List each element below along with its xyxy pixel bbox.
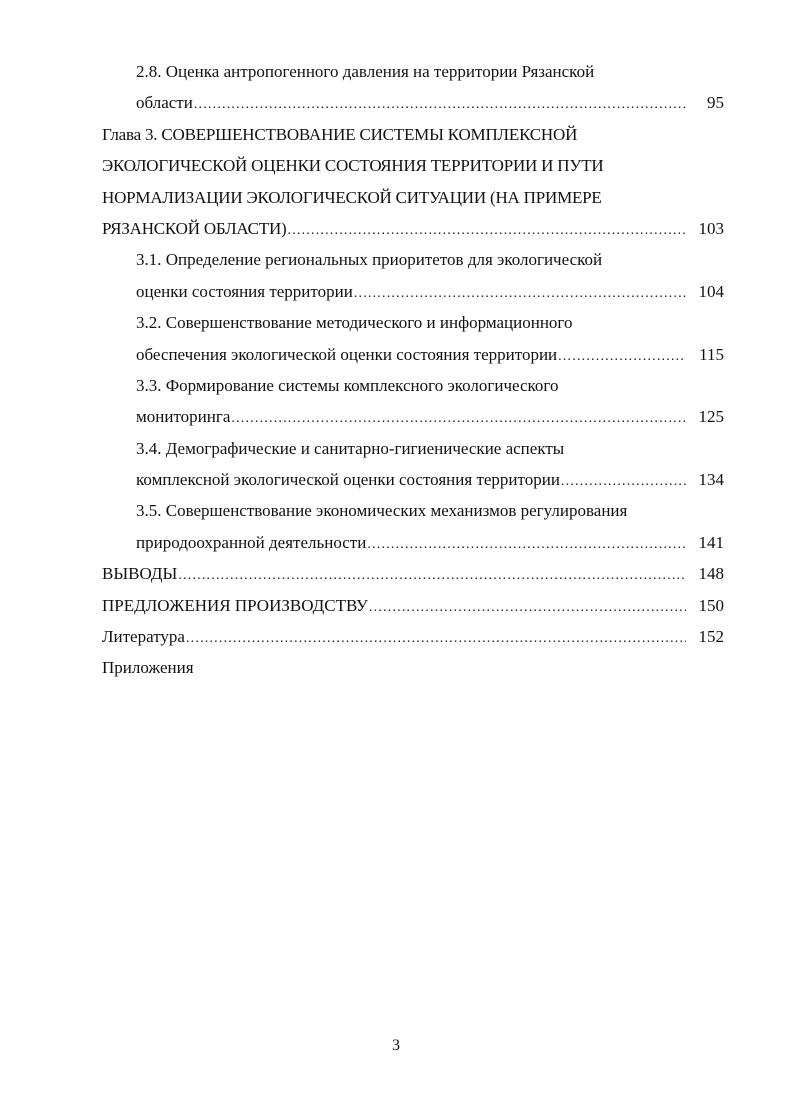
dot-leader (558, 341, 686, 372)
toc-entry-3-4-title-cont: комплексной экологической оценки состояния территории (136, 464, 561, 495)
toc-entry-3-3-line-2 (102, 401, 724, 432)
toc-entry-3-1-title: 3.1. Определение региональных приоритетов для экологической (136, 250, 603, 270)
page-number: 3 (392, 1037, 400, 1054)
toc-chapter-3-line-4 (102, 213, 724, 244)
toc-entry-3-2-title: 3.2. Совершенствование методического и информационного (136, 313, 573, 333)
toc-entry-2-8-title: 2.8. Оценка антропогенного давления на территории Рязанской (136, 62, 595, 81)
toc-entry-3-3-page: 125 (698, 407, 724, 427)
toc-chapter-3-title-cont-1: ЭКОЛОГИЧЕСКОЙ ОЦЕНКИ СОСТОЯНИЯ ТЕРРИТОРИИ И ПУТИ (102, 156, 604, 176)
toc-literature (102, 621, 724, 652)
dot-leader (369, 592, 686, 623)
toc-entry-3-4-page: 134 (698, 470, 724, 490)
toc-entry-2-8-page: 95 (707, 93, 724, 113)
toc-entry-3-4-line-2 (102, 464, 724, 495)
toc-entry-3-2-page: 115 (699, 344, 724, 364)
toc-entry-3-1-title-cont: оценки состояния территории (136, 276, 354, 307)
toc-chapter-3-title: Глава 3. СОВЕРШЕНСТВОВАНИЕ СИСТЕМЫ КОМПЛЕКСНОЙ (102, 124, 578, 144)
toc-entry-3-3-title-cont: мониторинга (136, 401, 231, 432)
toc-entry-3-2-line-1 (102, 307, 724, 338)
toc-entry-3-5-line-2 (102, 527, 724, 558)
toc-entry-2-8-line-2 (102, 87, 724, 118)
toc-entry-2-8-title-cont: области (136, 87, 194, 118)
dot-leader (367, 529, 686, 560)
toc-entry-2-8-line-1 (102, 56, 724, 87)
toc-chapter-3-line-2 (102, 150, 724, 181)
dot-leader (194, 89, 686, 120)
toc-chapter-3-line-1 (102, 119, 724, 150)
toc-appendices (102, 652, 724, 683)
toc-chapter-3-line-3 (102, 182, 724, 213)
dot-leader (354, 278, 686, 309)
toc-entry-3-4-title: 3.4. Демографические и санитарно-гигиенические аспекты (136, 438, 565, 458)
table-of-contents (102, 56, 724, 684)
toc-chapter-3-title-cont-3: РЯЗАНСКОЙ ОБЛАСТИ) (102, 213, 288, 244)
toc-entry-3-1-page: 104 (698, 281, 724, 301)
toc-entry-3-1-line-1 (102, 244, 724, 275)
toc-proposals-page: 150 (698, 595, 724, 615)
toc-entry-3-5-page: 141 (698, 532, 724, 552)
toc-chapter-3-title-cont-2: НОРМАЛИЗАЦИИ ЭКОЛОГИЧЕСКОЙ СИТУАЦИИ (НА ПРИМЕРЕ (102, 187, 602, 207)
toc-conclusions (102, 558, 724, 589)
toc-appendices-title: Приложения (102, 658, 194, 678)
dot-leader (231, 403, 686, 434)
dot-leader (178, 560, 686, 591)
toc-proposals-title: ПРЕДЛОЖЕНИЯ ПРОИЗВОДСТВУ (102, 590, 369, 621)
toc-proposals (102, 590, 724, 621)
toc-entry-3-1-line-2 (102, 276, 724, 307)
dot-leader (288, 215, 687, 246)
toc-chapter-3-page: 103 (698, 218, 724, 238)
toc-entry-3-5-title-cont: природоохранной деятельности (136, 527, 367, 558)
toc-entry-3-2-line-2 (102, 339, 724, 370)
toc-literature-title: Литература (102, 621, 186, 652)
toc-entry-3-3-line-1 (102, 370, 724, 401)
toc-entry-3-2-title-cont: обеспечения экологической оценки состояния территории (136, 339, 558, 370)
toc-entry-3-3-title: 3.3. Формирование системы комплексного экологического (136, 375, 559, 395)
dot-leader (561, 466, 686, 497)
toc-conclusions-page: 148 (698, 564, 724, 584)
toc-entry-3-5-line-1 (102, 495, 724, 526)
dot-leader (186, 623, 686, 654)
toc-literature-page: 152 (698, 627, 724, 647)
toc-conclusions-title: ВЫВОДЫ (102, 558, 178, 589)
toc-entry-3-5-title: 3.5. Совершенствование экономических механизмов регулирования (136, 501, 628, 521)
toc-entry-3-4-line-1 (102, 433, 724, 464)
